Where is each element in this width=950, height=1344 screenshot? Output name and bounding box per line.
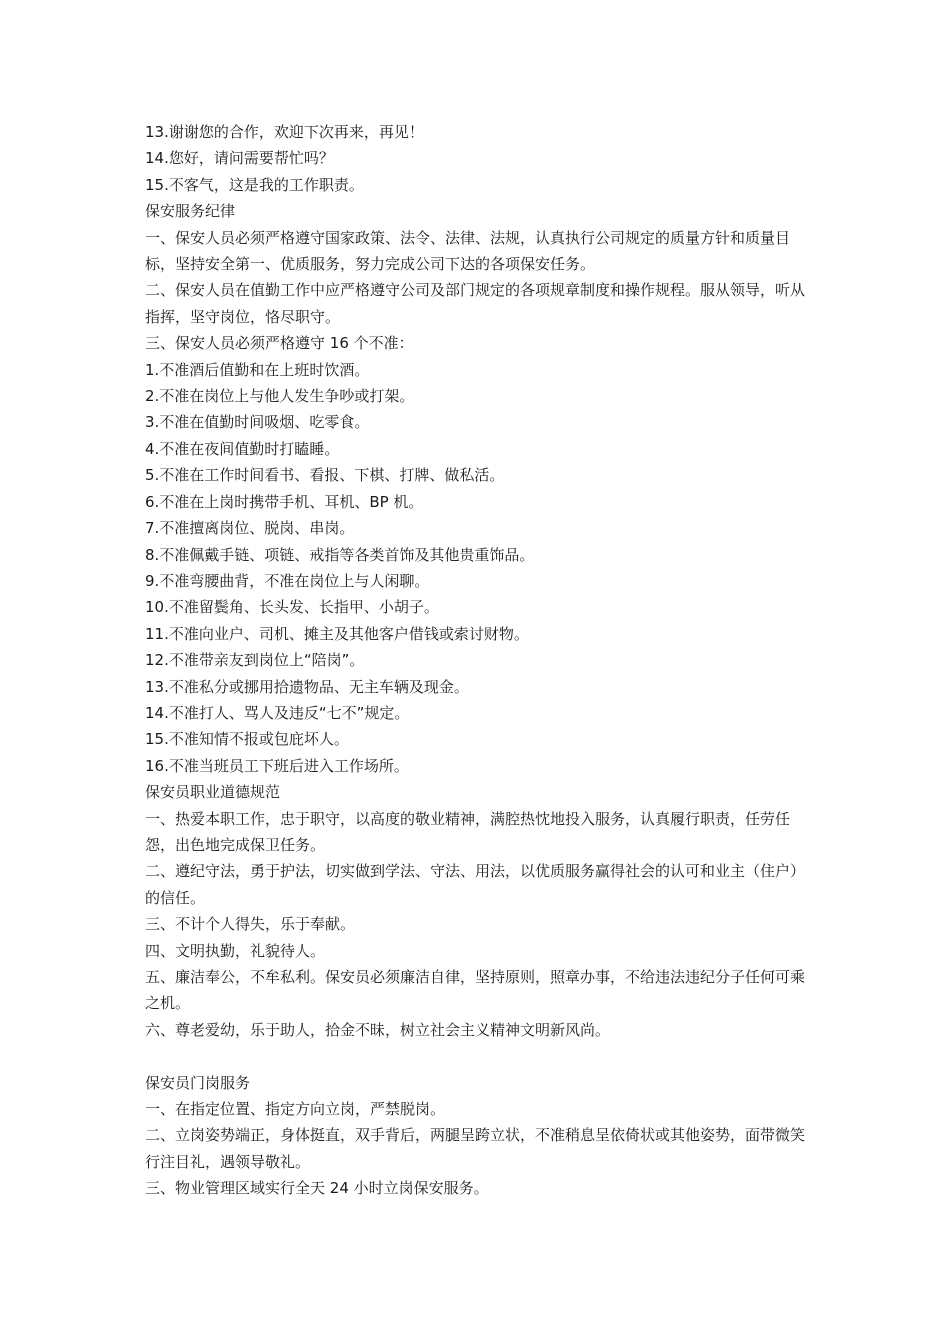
paragraph: 二、保安人员在值勤工作中应严格遵守公司及部门规定的各项规章制度和操作规程。服从领导，听从指挥，坚守岗位，恪尽职守。	[145, 281, 806, 326]
list-item: 15.不准知情不报或包庇坏人。	[145, 730, 349, 749]
list-item: 11.不准向业户、司机、摊主及其他客户借钱或索讨财物。	[145, 624, 529, 643]
text-line: 13.谢谢您的合作，欢迎下次再来，再见！	[145, 123, 424, 141]
paragraph: 一、在指定位置、指定方向立岗，严禁脱岗。	[145, 1100, 446, 1119]
paragraph: 六、尊老爱幼，乐于助人，拾金不昧，树立社会主义精神文明新风尚。	[145, 1020, 611, 1039]
text-line: 15.不客气，这是我的工作职责。	[145, 175, 364, 194]
list-item: 4.不准在夜间值勤时打瞌睡。	[145, 439, 340, 458]
text-line: 14.您好，请问需要帮忙吗？	[145, 149, 334, 168]
blank-line	[145, 1043, 810, 1069]
paragraph: 一、保安人员必须严格遵守国家政策、法令、法律、法规，认真执行公司规定的质量方针和质量目标，坚持安全第一、优质服务，努力完成公司下达的各项保安任务。	[145, 228, 791, 274]
document-body	[145, 119, 810, 1202]
paragraph: 二、立岗姿势端正，身体挺直，双手背后，两腿呈跨立状，不准稍息呈依倚状或其他姿势，面带微笑行注目礼，遇领导敬礼。	[145, 1126, 806, 1171]
list-item: 16.不准当班员工下班后进入工作场所。	[145, 756, 409, 775]
paragraph: 二、遵纪守法，勇于护法，切实做到学法、守法、用法，以优质服务赢得社会的认可和业主（住户）的信任。	[145, 862, 806, 907]
paragraph: 三、不计个人得失，乐于奉献。	[145, 915, 356, 934]
paragraph: 三、物业管理区域实行全天 24 小时立岗保安服务。	[145, 1179, 489, 1198]
paragraph: 一、热爱本职工作，忠于职守，以高度的敬业精神，满腔热忱地投入服务，认真履行职责，任劳任怨，出色地完成保卫任务。	[145, 809, 791, 854]
section-heading: 保安服务纪律	[145, 202, 236, 221]
section-heading: 保安员职业道德规范	[145, 783, 281, 802]
paragraph: 四、文明执勤，礼貌待人。	[145, 941, 326, 960]
list-item: 7.不准擅离岗位、脱岗、串岗。	[145, 519, 355, 538]
list-item: 10.不准留鬓角、长头发、长指甲、小胡子。	[145, 598, 439, 617]
list-item: 13.不准私分或挪用拾遗物品、无主车辆及现金。	[145, 677, 469, 696]
list-item: 14.不准打人、骂人及违反“七不”规定。	[145, 703, 410, 722]
list-item: 6.不准在上岗时携带手机、耳机、BP 机。	[145, 492, 424, 511]
list-item: 12.不准带亲友到岗位上“陪岗”。	[145, 651, 365, 670]
list-item: 3.不准在值勤时间吸烟、吃零食。	[145, 413, 370, 432]
list-item: 9.不准弯腰曲背，不准在岗位上与人闲聊。	[145, 571, 430, 590]
list-item: 5.不准在工作时间看书、看报、下棋、打牌、做私活。	[145, 466, 505, 485]
paragraph: 三、保安人员必须严格遵守 16 个不准：	[145, 334, 414, 353]
list-item: 1.不准酒后值勤和在上班时饮酒。	[145, 360, 370, 379]
paragraph: 五、廉洁奉公，不牟私利。保安员必须廉洁自律，坚持原则，照章办事，不给违法违纪分子任何可乘之机。	[145, 968, 806, 1013]
list-item: 2.不准在岗位上与他人发生争吵或打架。	[145, 387, 415, 406]
list-item: 8.不准佩戴手链、项链、戒指等各类首饰及其他贵重饰品。	[145, 545, 535, 564]
section-heading: 保安员门岗服务	[145, 1073, 251, 1092]
